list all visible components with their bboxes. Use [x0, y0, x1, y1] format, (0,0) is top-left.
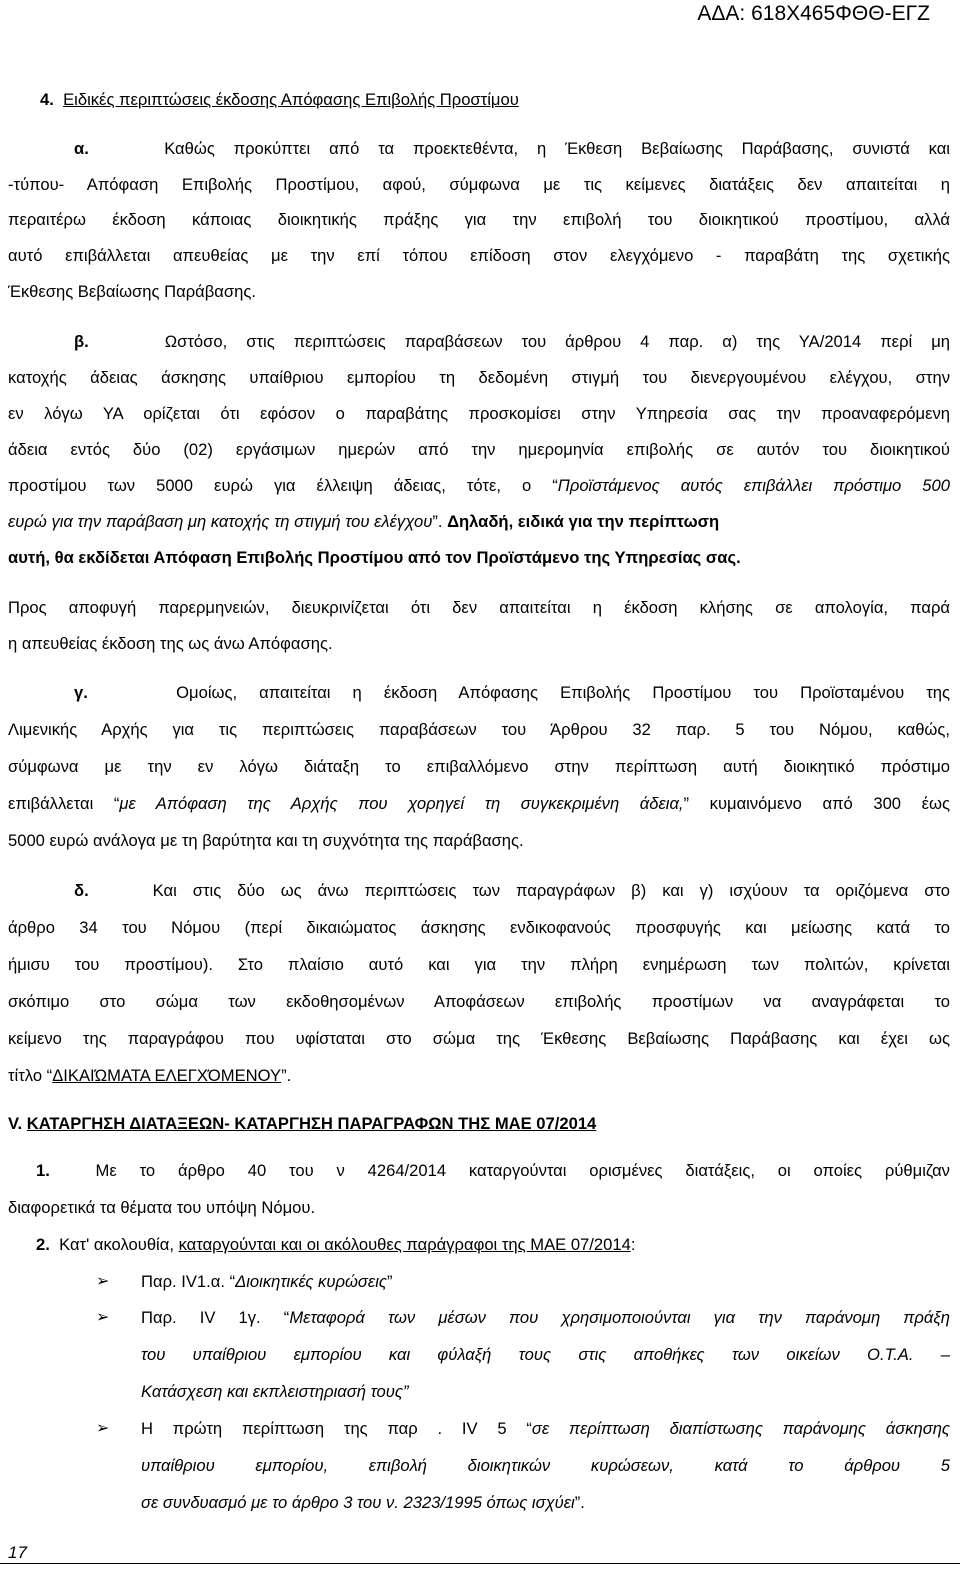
para-d-line-2: άρθρο 34 του Νόμου (περί δικαιώματος άσκησης ενδικοφανούς προσφυγής και μείωσης κατά το — [8, 918, 950, 937]
page-number: 17 — [8, 1543, 27, 1562]
footer-rule — [0, 1563, 960, 1564]
para-a-line-4: αυτό επιβάλλεται απευθείας με την επί τόπου επίδοση στον ελεγχόμενο - παραβάτη της σχετικής — [8, 246, 950, 265]
para-c-line-4: επιβάλλεται “με Απόφαση της Αρχής που χορηγεί τη συγκεκριμένη άδεια,” κυμαινόμενο από 300 έως — [8, 794, 950, 813]
para-d-line-5: κείμενο της παραγράφου που υφίσταται στο σώμα της Έκθεσης Βεβαίωσης Παράβασης και έχει ως — [8, 1029, 950, 1048]
para-b2-line-2: η απευθείας έκδοση της ως άνω Απόφασης. — [8, 634, 333, 653]
para-a-line-2: -τύπου- Απόφαση Επιβολής Προστίμου, αφού, σύμφωνα με τις κείμενες διατάξεις δεν απαιτείται η — [8, 175, 950, 194]
para-a-line-5: Έκθεσης Βεβαίωσης Παράβασης. — [8, 282, 256, 301]
item-2-number: 2. — [36, 1235, 50, 1254]
section-4-heading — [40, 89, 960, 111]
arrow-bullet-icon: ➢ — [96, 1309, 110, 1326]
para-d-line-4: σκόπιμο στο σώμα των εκδοθησομένων Αποφάσεων επιβολής προστίμων να αναγράφεται το — [8, 992, 950, 1011]
para-b-line-4: άδεια εντός δύο (02) εργάσιμων ημερών από την ημερομηνία επιβολής σε αυτόν του διοικητικού — [8, 440, 950, 459]
bullet-3-line-3: σε συνδυασμό με το άρθρο 3 του ν. 2323/1995 όπως ισχύει”. — [141, 1493, 585, 1512]
item-2-line-1: 2. Κατ' ακολουθία, καταργούνται και οι ακόλουθες παράγραφοι της ΜΑΕ 07/2014: — [36, 1235, 636, 1254]
section-v-number: V. — [8, 1114, 23, 1133]
para-b-line-1: β. Ωστόσο, στις περιπτώσεις παραβάσεων του άρθρου 4 παρ. α) της ΥΑ/2014 περί μη — [74, 332, 950, 351]
arrow-bullet-icon: ➢ — [96, 1420, 110, 1437]
para-b-line-6: ευρώ για την παράβαση μη κατοχής τη στιγμή του ελέγχου”. Δηλαδή, ειδικά για την περίπτωση — [8, 512, 720, 531]
bullet-2-line-1: Παρ. IV 1γ. “Μεταφορά των μέσων που χρησιμοποιούνται για την παράνομη πράξη — [141, 1308, 950, 1327]
item-1-number: 1. — [36, 1161, 50, 1180]
para-b-line-7: αυτή, θα εκδίδεται Απόφαση Επιβολής Προστίμου από τον Προϊστάμενο της Υπηρεσίας σας. — [8, 548, 741, 567]
para-a-line-3: περαιτέρω έκδοση κάποιας διοικητικής πράξης για την επιβολή του διοικητικού προστίμου, αλλά — [8, 210, 950, 229]
item-1-line-2: διαφορετικά τα θέματα του υπόψη Νόμου. — [8, 1198, 316, 1217]
para-b-line-3: εν λόγω ΥΑ ορίζεται ότι εφόσον ο παραβάτης προσκομίσει στην Υπηρεσία σας την προαναφερόμενη — [8, 404, 950, 423]
section-4-title: Ειδικές περιπτώσεις έκδοσης Απόφασης Επιβολής Προστίμου — [63, 90, 519, 109]
para-b-label: β. — [74, 332, 89, 351]
bullet-2-line-2: του υπαίθριου εμπορίου και φύλαξή τους στις αποθήκες των οικείων Ο.Τ.Α. – — [141, 1345, 950, 1364]
para-b-line-2: κατοχής άδειας άσκησης υπαίθριου εμπορίου τη δεδομένη στιγμή του διενεργουμένου ελέγχου, στην — [8, 368, 950, 387]
section-v-heading — [8, 1113, 950, 1135]
para-b-line-5: προστίμου των 5000 ευρώ για έλλειψη άδειας, τότε, ο “Προϊστάμενος αυτός επιβάλλει πρόστιμο 500 — [8, 476, 950, 495]
para-a-label: α. — [74, 139, 89, 158]
para-c-line-2: Λιμενικής Αρχής για τις περιπτώσεις παραβάσεων του Άρθρου 32 παρ. 5 του Νόμου, καθώς, — [8, 720, 950, 739]
ada-code: ΑΔΑ: 618Χ465ΦΘΘ-ΕΓΖ — [697, 2, 930, 25]
para-d-label: δ. — [74, 881, 89, 900]
item-1-line-1: 1. Με το άρθρο 40 του ν 4264/2014 καταργούνται ορισμένες διατάξεις, οι οποίες ρύθμιζαν — [36, 1161, 950, 1180]
para-d-line-3: ήμισυ του προστίμου). Στο πλαίσιο αυτό και για την πλήρη ενημέρωση των πολιτών, κρίνεται — [8, 955, 950, 974]
para-a-line-1: α. Καθώς προκύπτει από τα προεκτεθέντα, η Έκθεση Βεβαίωσης Παράβασης, συνιστά και — [74, 139, 950, 158]
section-v-title: ΚΑΤΑΡΓΗΣΗ ΔΙΑΤΑΞΕΩΝ- ΚΑΤΑΡΓΗΣΗ ΠΑΡΑΓΡΑΦΩΝ ΤΗΣ ΜΑΕ 07/2014 — [26, 1114, 597, 1133]
para-d-line-6: τίτλο “ΔΙΚΑΙΏΜΑΤΑ ΕΛΕΓΧΌΜΕΝΟΥ”. — [8, 1066, 292, 1085]
para-d-line-1: δ. Και στις δύο ως άνω περιπτώσεις των παραγράφων β) και γ) ισχύουν τα οριζόμενα στο — [74, 881, 950, 900]
para-c-line-5: 5000 ευρώ ανάλογα με τη βαρύτητα και τη συχνότητα της παράβασης. — [8, 831, 524, 850]
para-b2-line-1: Προς αποφυγή παρερμηνειών, διευκρινίζεται ότι δεν απαιτείται η έκδοση κλήσης σε απολογία, παρά — [8, 598, 950, 617]
bullet-1: Παρ. IV1.α. “Διοικητικές κυρώσεις” — [141, 1272, 393, 1291]
para-c-label: γ. — [74, 683, 88, 702]
para-c-line-1: γ. Ομοίως, απαιτείται η έκδοση Απόφασης Επιβολής Προστίμου του Προϊσταμένου της — [74, 683, 950, 702]
arrow-bullet-icon: ➢ — [96, 1273, 110, 1290]
bullet-2-line-3: Κατάσχεση και εκπλειστηριασή τους” — [141, 1382, 409, 1401]
bullet-3-line-1: Η πρώτη περίπτωση της παρ . IV 5 “σε περίπτωση διαπίστωσης παράνομης άσκησης — [141, 1419, 950, 1438]
para-c-line-3: σύμφωνα με την εν λόγω διάταξη το επιβαλλόμενο στην περίπτωση αυτή διοικητικό πρόστιμο — [8, 757, 950, 776]
section-4-number: 4. — [40, 90, 54, 109]
bullet-3-line-2: υπαίθριου εμπορίου, επιβολή διοικητικών κυρώσεων, κατά το άρθρου 5 — [141, 1456, 950, 1475]
